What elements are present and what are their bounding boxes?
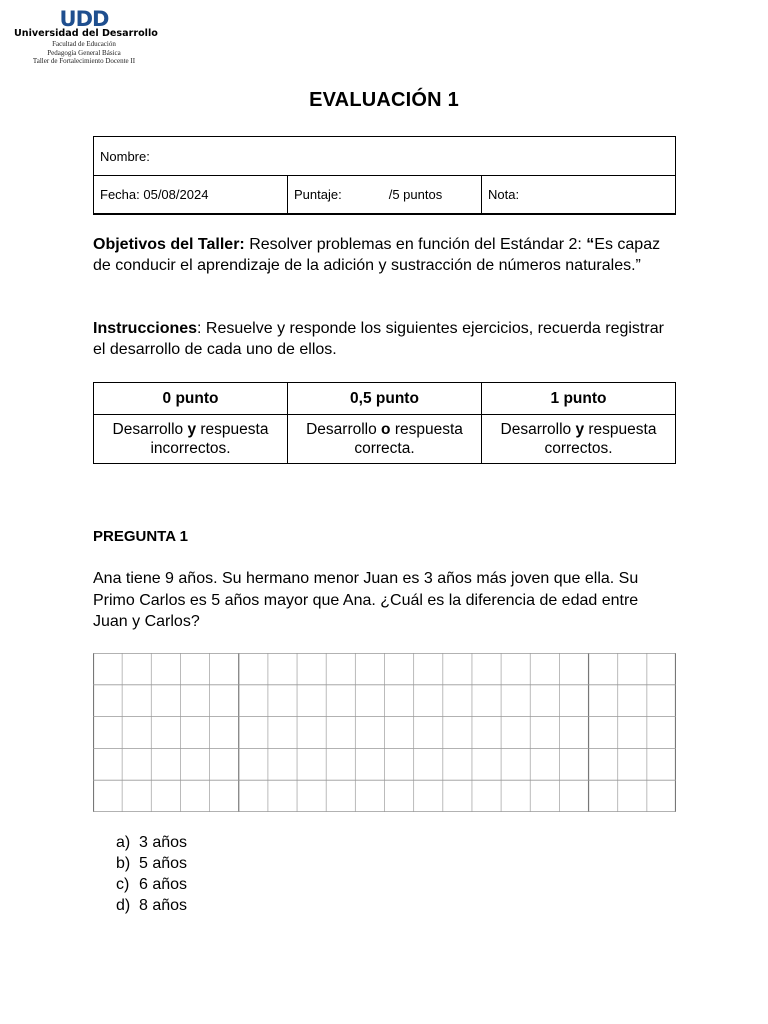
- grade-field[interactable]: [482, 176, 676, 215]
- rubric-cell-05: Desarrollo o respuesta correcta.: [288, 415, 482, 464]
- option-b[interactable]: b) 5 años: [116, 855, 188, 872]
- rubric-cell-0: Desarrollo y respuesta incorrectos.: [94, 415, 288, 464]
- program-line: Pedagogía General Básica: [47, 48, 121, 57]
- header-logo-block: [14, 8, 158, 66]
- faculty-line: Facultad de Educación: [52, 40, 116, 48]
- score-field[interactable]: [288, 176, 482, 215]
- objectives-open-quote: “: [586, 236, 595, 253]
- student-info-table: [93, 136, 676, 215]
- rubric-header-1: 1 punto: [482, 383, 676, 415]
- name-label: Nombre:: [100, 148, 150, 164]
- question-text: Ana tiene 9 años. Su hermano menor Juan es 3 años más joven que ella. Su Primo Carlos es 5 años mayor que Ana. ¿Cuál es la diferencia de edad entre Juan y Carlos?: [93, 570, 639, 630]
- objectives-text-a: Resolver problemas en función del Estándar 2:: [244, 236, 587, 253]
- date-label: Fecha: 05/08/2024: [100, 187, 209, 202]
- date-cell: [94, 176, 288, 215]
- scoring-rubric-table: [93, 382, 676, 464]
- rubric-cell-1: Desarrollo y respuesta correctos.: [482, 415, 676, 464]
- question-title: PREGUNTA 1: [93, 528, 189, 545]
- logo-text: UDD: [59, 8, 109, 28]
- page-title: EVALUACIÓN 1: [309, 89, 459, 111]
- name-field[interactable]: [94, 137, 676, 176]
- udd-logo-icon: [43, 8, 125, 28]
- objectives-label: Objetivos del Taller:: [93, 236, 245, 253]
- objectives-text-b: Es capaz de conducir el aprendizaje de la adición y sustracción de números naturales.”: [93, 236, 661, 274]
- instructions-label: Instrucciones: [93, 320, 198, 337]
- instructions-text: : Resuelve y responde los siguientes ejercicios, recuerda registrar el desarrollo de cada uno de ellos.: [93, 320, 664, 358]
- course-line: Taller de Fortalecimiento Docente II: [32, 57, 136, 65]
- option-c[interactable]: c) 6 años: [116, 876, 188, 893]
- option-a[interactable]: a) 3 años: [116, 834, 188, 851]
- score-label: Puntaje:: [294, 187, 342, 202]
- work-grid[interactable]: [93, 653, 676, 812]
- instructions-paragraph: [93, 318, 676, 360]
- answer-options: [116, 832, 187, 916]
- score-total: /5 puntos: [388, 187, 443, 202]
- option-d[interactable]: d) 8 años: [116, 897, 188, 914]
- grade-label: Nota:: [488, 187, 520, 202]
- rubric-header-0: 0 punto: [94, 383, 288, 415]
- university-name: Universidad del Desarrollo: [14, 28, 158, 39]
- rubric-header-05: 0,5 punto: [288, 383, 482, 415]
- objectives-paragraph: [93, 234, 676, 276]
